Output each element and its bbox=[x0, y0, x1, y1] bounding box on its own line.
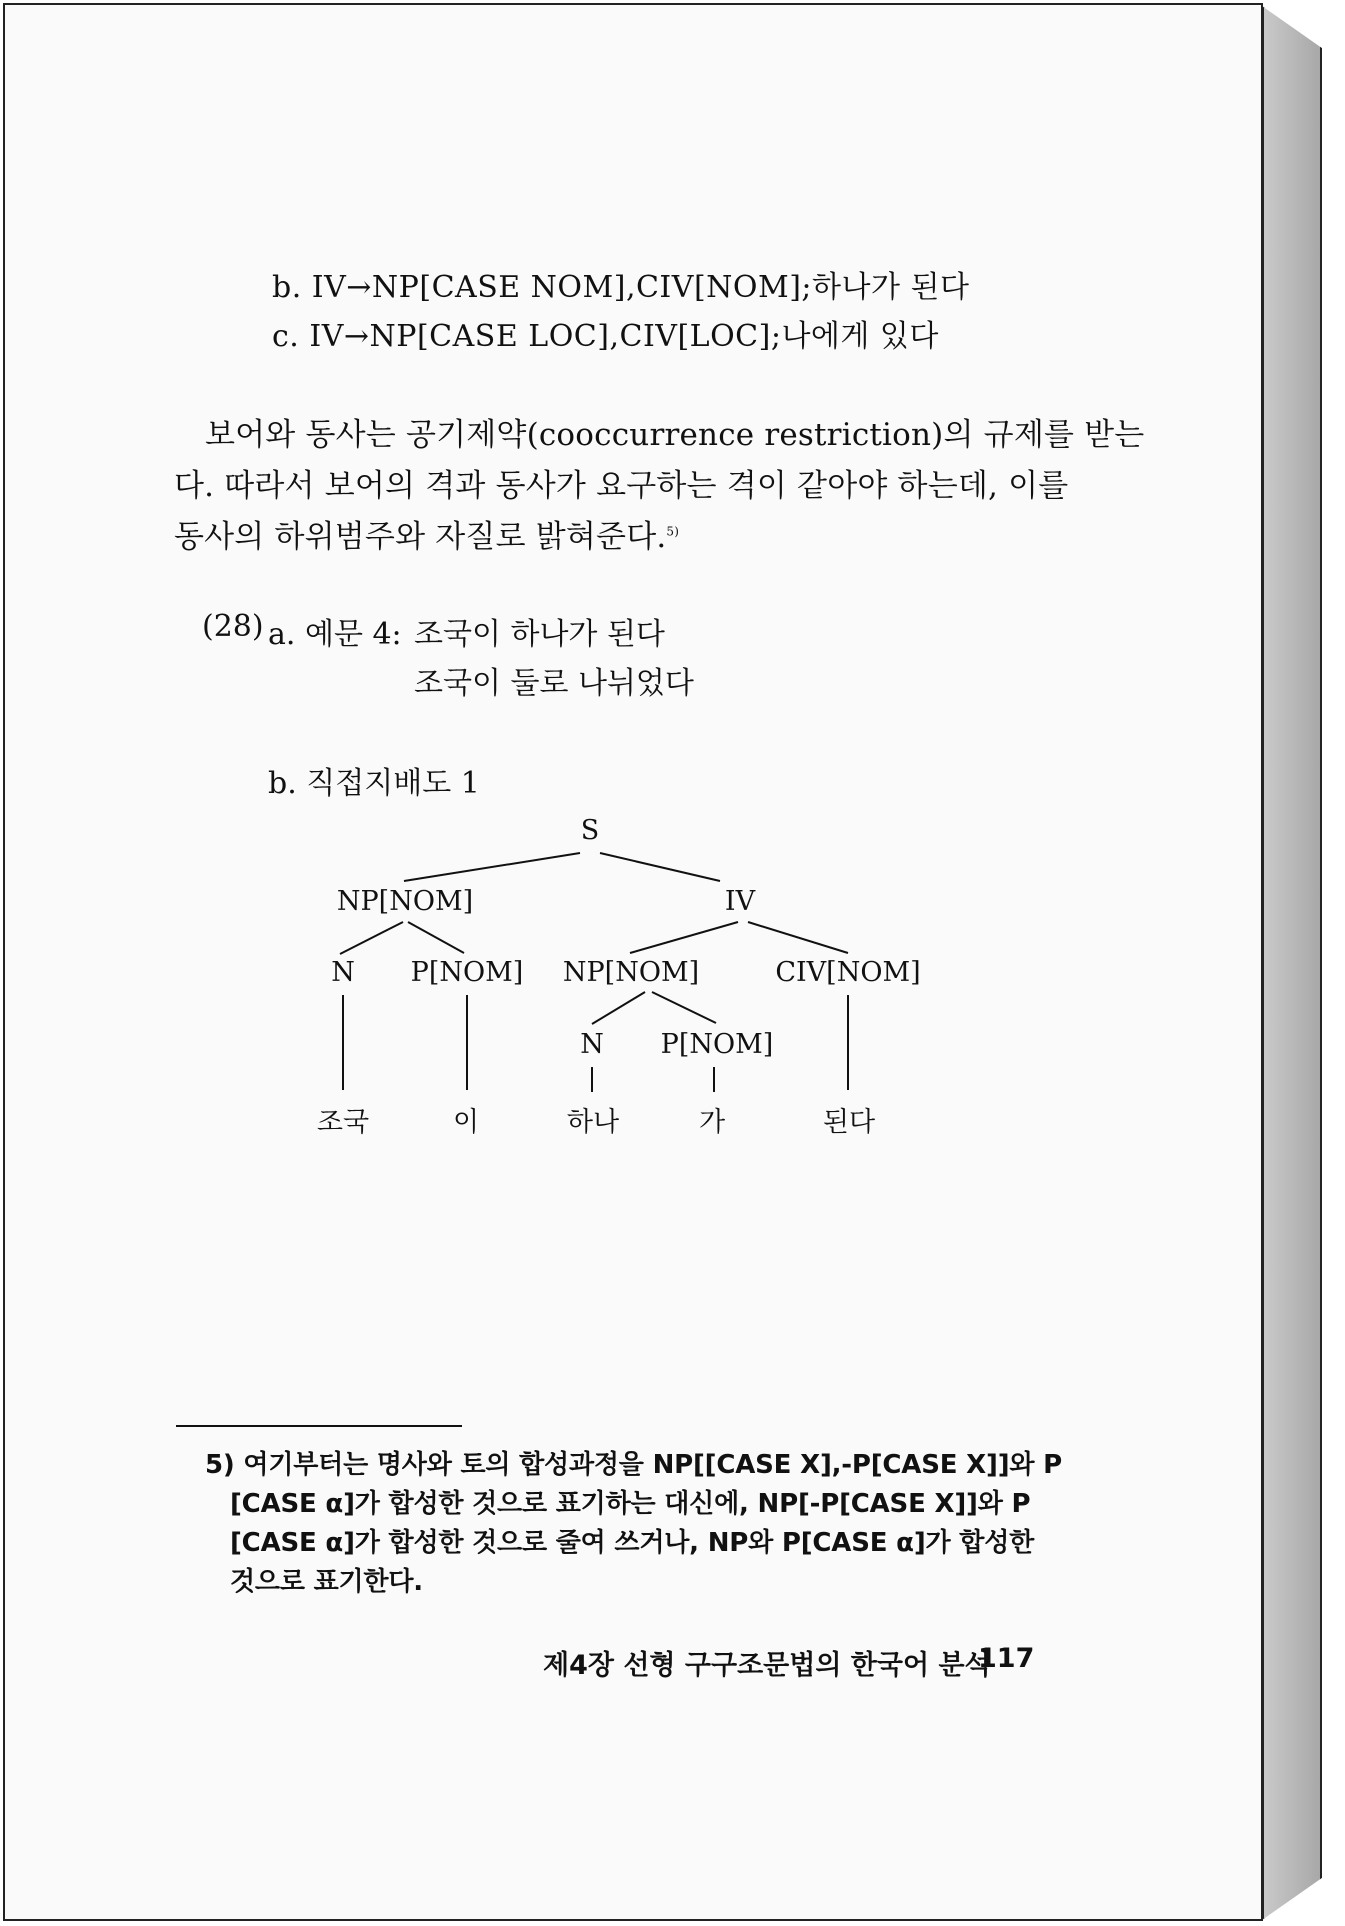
word-i: 이 bbox=[452, 1107, 480, 1138]
node-civ-nom: CIV[NOM] bbox=[775, 957, 921, 988]
example-sentence-2: 조국이 둘로 나뉘었다 bbox=[414, 666, 694, 701]
paragraph-line-1: 보어와 동사는 공기제약(cooccurrence restriction)의 규제를 받는 bbox=[205, 417, 1145, 453]
word-joguk: 조국 bbox=[316, 1107, 370, 1138]
node-p-nom-2: P[NOM] bbox=[660, 1029, 774, 1060]
paragraph-line-2: 다. 따라서 보어의 격과 동사가 요구하는 격이 같아야 하는데, 이를 bbox=[174, 468, 1069, 504]
edge-np-n bbox=[340, 922, 403, 954]
example-number: (28) bbox=[202, 609, 264, 644]
rule-c: c. IV→NP[CASE LOC],CIV[LOC];나에게 있다 bbox=[272, 319, 939, 354]
running-footer-chapter: 제4장 선형 구구조문법의 한국어 분석 bbox=[543, 1650, 991, 1681]
edge-iv-np bbox=[630, 922, 738, 953]
node-n-1: N bbox=[331, 957, 355, 988]
example-a-label: a. 예문 4: bbox=[268, 617, 402, 652]
edge-np2-n bbox=[592, 992, 645, 1024]
node-s: S bbox=[580, 815, 600, 846]
node-iv: IV bbox=[724, 886, 756, 917]
edge-np-p bbox=[408, 922, 464, 953]
footnote-line-2: [CASE α]가 합성한 것으로 표기하는 대신에, NP[-P[CASE X]]와 P bbox=[230, 1489, 1031, 1519]
footnote-rule bbox=[176, 1425, 462, 1427]
paragraph-line-3-text: 동사의 하위범주와 자질로 밝혀준다. bbox=[174, 519, 667, 555]
example-b-label: b. 직접지배도 1 bbox=[268, 766, 480, 801]
node-p-nom-1: P[NOM] bbox=[410, 957, 524, 988]
edge-iv-civ bbox=[748, 922, 848, 953]
edge-s-iv bbox=[600, 853, 720, 881]
example-sentence-1: 조국이 하나가 된다 bbox=[414, 617, 665, 652]
edge-s-np bbox=[404, 853, 580, 881]
footnote-ref: 5) bbox=[666, 524, 680, 539]
word-ga: 가 bbox=[698, 1107, 726, 1138]
footnote-line-4: 것으로 표기한다. bbox=[230, 1567, 423, 1597]
footnote-line-3: [CASE α]가 합성한 것으로 줄여 쓰거나, NP와 P[CASE α]가 합성한 bbox=[230, 1528, 1035, 1558]
word-hana: 하나 bbox=[566, 1107, 620, 1138]
node-n-2: N bbox=[580, 1029, 604, 1060]
node-np-nom: NP[NOM] bbox=[336, 886, 474, 917]
rule-b: b. IV→NP[CASE NOM],CIV[NOM];하나가 된다 bbox=[272, 270, 970, 305]
page-number: 117 bbox=[978, 1643, 1035, 1674]
word-doenda: 된다 bbox=[822, 1107, 876, 1138]
footnote-line-1: 5) 여기부터는 명사와 토의 합성과정을 NP[[CASE X],-P[CASE X]]와 P bbox=[205, 1450, 1063, 1480]
edge-np2-p bbox=[652, 992, 716, 1023]
node-np-nom-2: NP[NOM] bbox=[562, 957, 700, 988]
